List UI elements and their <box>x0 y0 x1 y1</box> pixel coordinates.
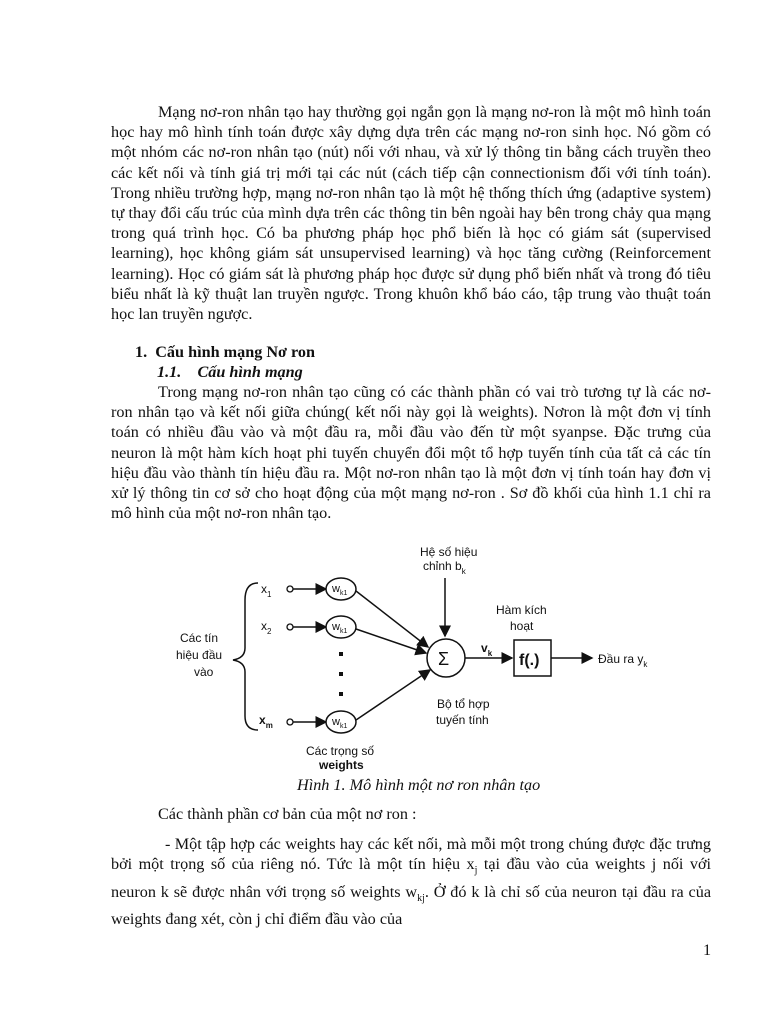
ellipsis-dot <box>339 692 343 696</box>
intro-paragraph: Mạng nơ-ron nhân tạo hay thường gọi ngắn gọn là mạng nơ-ron là một mô hình toán học hay mô hình tính toán được xây dựng dựa trên các mạng nơ-ron sinh học. Nó gồm có một nhóm các nơ-ron nhân tạo (nút) nối với nhau, và xử lý thông tin bằng cách truyền theo các kết nối và tính giá trị mới tại các nút (cách tiếp cận connectionism đối với tính toán). Trong nhiều trường hợp, mạng nơ-ron nhân tạo là một hệ thống thích ứng (adaptive system) tự thay đổi cấu trúc của mình dựa trên các thông tin bên ngoài hay bên trong chảy qua mạng trong quá trình học. Có ba phương pháp học phổ biến là học có giám sát (supervised learning), học không giám sát unsupervised learning) và học tăng cường (Reinforcement learning). Học có giám sát là phương pháp học được sử dụng phổ biến nhất và trong đó tiêu biểu nhất là kỹ thuật lan truyền ngược. Trong khuôn khổ báo cáo, tập trung vào thuật toán học lan truyền ngược. <box>111 103 711 324</box>
bias-label-2: chỉnh $b_k$ <box>423 559 466 576</box>
svg-text:hoạt: hoạt <box>510 619 534 633</box>
input-node-m <box>287 719 293 725</box>
svg-text:vào: vào <box>194 665 214 679</box>
input-node-2 <box>287 624 293 630</box>
input-node-1 <box>287 586 293 592</box>
components-paragraph: - Một tập hợp các weights hay các kết nối, mà mỗi một trong chúng được đặc trưng bởi một trọng số của riêng nó. Tức là một tín hiệu $x_j$ tại đầu vào của weights j nối với neuron k sẽ được nhân với trọng số weights $w_{kj}$. Ở đó k là chỉ số của neuron tại đầu ra của weights đang xét, còn j chỉ điểm đầu vào của <box>111 835 712 929</box>
input-brace <box>233 583 258 730</box>
svg-text:tuyến tính: tuyến tính <box>436 713 489 727</box>
weights-label: Các trọng số <box>306 744 375 758</box>
ellipsis-dot <box>339 672 343 676</box>
activation-function: f(.) <box>519 652 540 669</box>
bias-label: Hệ số hiệu <box>420 545 478 559</box>
activation-label: Hàm kích <box>496 603 547 617</box>
sigma-icon: Σ <box>438 649 450 669</box>
section-heading-1-1: 1.1. Cấu hình mạng <box>157 363 303 381</box>
svg-text:hiệu đầu: hiệu đầu <box>176 648 223 662</box>
figure-caption: Hình 1. Mô hình một nơ ron nhân tạo <box>297 776 541 794</box>
svg-text:wk1: $w_{k1}$ <box>332 716 348 730</box>
section-heading-1: 1. Cấu hình mạng Nơ ron <box>135 343 316 361</box>
network-paragraph: Trong mạng nơ-ron nhân tạo cũng có các thành phần có vai trò tương tự là các nơ-ron nhân tạo và kết nối giữa chúng( kết nối này gọi là weights). Nơron là một đơn vị tính toán có nhiều đầu vào và một đầu ra, mỗi đầu vào đến từ một syanpse. Đặc trưng của neuron là một hàm kích hoạt phi tuyến chuyển đổi một tổ hợp tuyến tính của tất cả các tín hiệu đầu vào thành tín hiệu đầu ra. Một nơ-ron nhân tạo là một đơn vị tính toán hay đơn vị xử lý thông tin cơ sở cho hoạt động của một mạng nơ-ron . Sơ đồ khối của hình 1.1 chỉ ra mô hình của một nơ-ron nhân tạo. <box>111 383 711 523</box>
vk-label: $v_k$ <box>481 641 493 658</box>
combiner-label: Bộ tổ hợp <box>437 697 490 711</box>
components-intro: Các thành phần cơ bản của một nơ ron : <box>158 805 417 823</box>
ellipsis-dot <box>339 652 343 656</box>
svg-text:wk1: $w_{k1}$ <box>332 583 348 597</box>
svg-text:weights: weights <box>319 758 364 772</box>
x1-label: $x_1$ <box>261 582 272 599</box>
inputs-label: Các tín <box>180 631 219 645</box>
xm-label: $x_m$ <box>259 713 273 730</box>
svg-text:wk1: $w_{k1}$ <box>332 621 348 635</box>
output-label: Đầu ra $y_k$ <box>598 652 648 669</box>
x2-label: $x_2$ <box>261 619 272 636</box>
page-number: 1 <box>703 941 712 959</box>
